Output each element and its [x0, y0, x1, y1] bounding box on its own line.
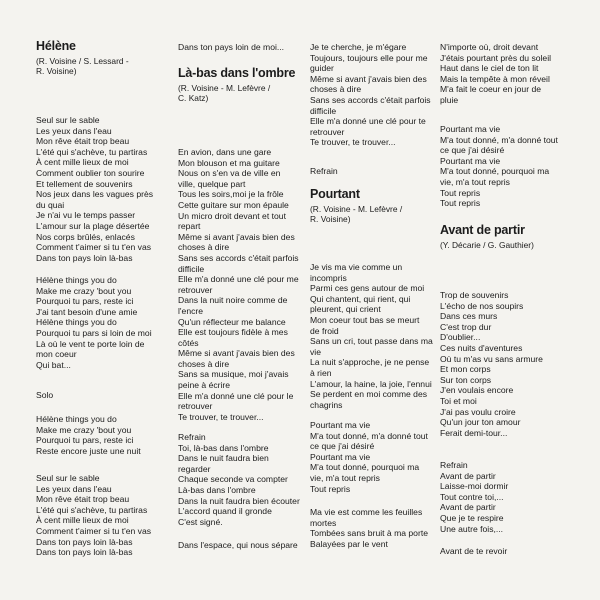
lyric-line: L'amour, la haine, la joie, l'ennui: [310, 378, 432, 389]
lyric-line: M'a tout donné, m'a donné tout: [440, 134, 558, 145]
lyric-line: Un micro droit devant et tout: [178, 210, 286, 221]
lyric-line: Pourtant ma vie: [310, 451, 371, 462]
lyric-line: incompris: [310, 272, 347, 283]
lyric-line: mon coeur: [36, 349, 77, 360]
lyric-line: Seul sur le sable: [36, 473, 100, 483]
lyric-line: En avion, dans une gare: [178, 147, 272, 157]
lyric-line: La nuit s'approche, je ne pense: [310, 357, 430, 368]
lyric-line: R. Voisine): [36, 66, 77, 77]
lyric-line: Toi, là-bas dans l'ombre: [178, 442, 269, 453]
lyric-line: ce que j'ai désiré: [310, 441, 375, 452]
lyric-line: Ma vie est comme les feuilles: [310, 507, 423, 517]
lyric-line: Tombées sans bruit à ma porte: [310, 528, 428, 539]
lyric-line: Nos jeux dans les vagues près: [36, 189, 154, 200]
lyric-line: de froid: [310, 325, 339, 336]
lyric-line: Tout repris: [440, 198, 481, 209]
song-title: Pourtant: [310, 187, 360, 201]
lyric-line: N'importe où, droit devant: [440, 42, 539, 52]
lyric-line: L'été qui s'achève, tu partiras: [36, 146, 148, 157]
lyric-line: Je n'ai vu le temps passer: [36, 210, 136, 221]
lyric-line: Où tu m'as vu sans armure: [440, 353, 543, 364]
lyric-line: Te trouver, te trouver...: [178, 411, 264, 422]
lyric-line: Là où le vent te porte loin de: [36, 338, 145, 349]
lyric-line: L'amour sur la plage désertée: [36, 220, 150, 231]
lyric-line: Dans l'espace, qui nous sépare: [178, 540, 298, 550]
lyric-line: Dans ces murs: [440, 311, 498, 322]
lyric-line: Elle m'a donné une clé pour le: [178, 390, 294, 401]
song-title: Hélène: [36, 39, 76, 53]
lyric-line: côtés: [178, 337, 199, 348]
verse: [310, 507, 445, 549]
chorus: [310, 420, 445, 494]
lyric-line: Dans le nuit faudra bien: [178, 453, 269, 464]
lyric-line: Pourtant ma vie: [310, 420, 371, 430]
lyric-line: mortes: [310, 517, 337, 528]
lyric-line: Mon rêve était trop beau: [36, 494, 130, 505]
lyric-line: À cent mille lieux de moi: [36, 157, 129, 168]
lyric-line: Sans ses accords c'était parfois: [310, 94, 431, 105]
lyric-line: l'encre: [178, 305, 204, 316]
lyric-line: Comment t'aimer si tu t'en vas: [36, 525, 152, 536]
verse: [36, 115, 171, 263]
lyric-line: vie: [310, 346, 321, 357]
lyric-line: à rien: [310, 367, 332, 378]
lyric-line: Hélène things you do: [36, 317, 117, 328]
lyric-line: J'ai pas voulu croire: [440, 406, 516, 417]
lyric-line: Mais la tempête à mon réveil: [440, 73, 550, 84]
lyric-line: Balayées par le vent: [310, 538, 388, 549]
lyric-line: Pourquoi tu pars si loin de moi: [36, 327, 152, 338]
verse: [178, 42, 313, 53]
lyric-line: Dans ton pays loin de moi...: [178, 42, 285, 52]
lyric-line: Comment oublier ton sourire: [36, 167, 145, 178]
song-credits: [36, 56, 171, 77]
lyric-line: Dans ton pays loin là-bas: [36, 536, 133, 547]
lyric-line: D'oublier...: [440, 332, 481, 343]
lyric-line: Les yeux dans l'eau: [36, 483, 112, 494]
verse: [310, 42, 445, 148]
lyric-line: Hélène things you do: [36, 275, 117, 285]
lyric-line: Nous on s'en va de ville en: [178, 168, 281, 179]
lyric-line: chagrins: [310, 399, 343, 410]
lyric-line: Reste encore juste une nuit: [36, 445, 141, 456]
lyric-line: Pourquoi tu pars, reste ici: [36, 296, 134, 307]
lyric-line: R. Voisine): [310, 214, 351, 225]
lyric-line: M'a fait le coeur en jour de: [440, 84, 542, 95]
lyric-line: Même si avant j'avais bien des: [310, 73, 427, 84]
lyric-line: Hélène things you do: [36, 414, 117, 424]
lyric-line: retrouver: [178, 401, 213, 412]
lyric-line: vie, m'a tout repris: [440, 176, 510, 187]
lyric-line: Ces nuits d'aventures: [440, 342, 523, 353]
lyric-line: Là-bas dans l'ombre: [178, 484, 256, 495]
lyric-line: regarder: [178, 463, 211, 474]
lyric-line: Même si avant j'avais bien des: [178, 231, 295, 242]
lyric-line: difficile: [178, 263, 205, 274]
lyric-line: pleurent, qui crient: [310, 304, 381, 315]
lyric-line: retrouver: [178, 284, 213, 295]
lyric-line: Qui chantent, qui rient, qui: [310, 293, 411, 304]
lyric-line: peine à écrire: [178, 380, 231, 391]
refrain: [178, 432, 313, 527]
lyric-line: Sans ses accords c'était parfois: [178, 252, 299, 263]
lyric-line: Mon blouson et ma guitare: [178, 157, 280, 168]
lyric-line: Sur ton corps: [440, 374, 492, 385]
lyric-line: (R. Voisine / S. Lessard -: [36, 56, 129, 66]
lyric-line: Elle m'a donné une clé pour te: [310, 116, 426, 127]
song-header-pourtant: [310, 188, 445, 225]
lyric-line: (R. Voisine - M. Lefèvre /: [178, 83, 271, 93]
lyric-line: M'a tout donné, pourquoi ma: [440, 166, 550, 177]
lyric-line: Même si avant j'avais bien des: [178, 348, 295, 359]
lyric-line: À cent mille lieux de moi: [36, 515, 129, 526]
lyric-line: Sans sa musique, moi j'avais: [178, 369, 289, 380]
verse: [36, 473, 171, 558]
lyric-line: difficile: [310, 105, 337, 116]
song-header-avant-de-partir: [440, 224, 575, 250]
lyric-line: Tout repris: [310, 483, 351, 494]
lyric-line: Tout repris: [440, 187, 481, 198]
lyric-line: vie, m'a tout repris: [310, 472, 380, 483]
lyric-line: Parmi ces gens autour de moi: [310, 283, 425, 294]
lyric-line: Dans la nuit faudra bien écouter: [178, 495, 300, 506]
lyric-line: J'en voulais encore: [440, 385, 514, 396]
lyric-line: du quai: [36, 199, 65, 210]
verse: [440, 290, 575, 438]
lyric-line: Avant de partir: [440, 470, 496, 481]
song-credits: [440, 240, 575, 250]
lyric-line: Qui bat...: [36, 359, 71, 370]
lyric-line: choses à dire: [310, 84, 362, 95]
lyric-line: retrouver: [310, 126, 345, 137]
lyric-line: Pourtant ma vie: [440, 124, 501, 134]
verse: [440, 546, 575, 557]
verse: [310, 262, 445, 410]
refrain: [440, 460, 575, 534]
lyric-line: Refrain: [178, 432, 206, 442]
lyric-line: C'est trop dur: [440, 321, 492, 332]
lyric-line: guider: [310, 63, 334, 74]
solo-label: Solo: [36, 390, 54, 400]
lyric-line: J'étais pourtant près du soleil: [440, 52, 552, 63]
lyric-line: Refrain: [440, 460, 468, 470]
lyric-line: Et tellement de souvenirs: [36, 178, 133, 189]
lyric-line: Elle m'a donné une clé pour me: [178, 274, 299, 285]
lyric-line: Une autre fois,...: [440, 523, 504, 534]
lyric-line: Qu'un réflecteur me balance: [178, 316, 286, 327]
lyric-line: L'accord quand il gronde: [178, 506, 272, 517]
song-credits: [178, 83, 313, 104]
lyric-line: Je vis ma vie comme un: [310, 262, 403, 272]
lyric-line: Tous les soirs,moi je la frôle: [178, 189, 284, 200]
lyric-line: ville, quelque part: [178, 178, 246, 189]
lyric-line: Nos corps brûlés, enlacés: [36, 231, 135, 242]
lyric-line: choses à dire: [178, 358, 230, 369]
lyric-line: Avant de partir: [440, 502, 496, 513]
lyric-line: Make me crazy 'bout you: [36, 285, 132, 296]
song-header-helene: [36, 40, 171, 77]
verse: [440, 42, 575, 106]
lyric-line: Qu'un jour ton amour: [440, 417, 521, 428]
lyric-line: Mon coeur tout bas se meurt: [310, 314, 420, 325]
verse: [178, 540, 313, 551]
lyric-line: Dans ton pays loin là-bas: [36, 252, 133, 263]
lyric-line: M'a tout donné, m'a donné tout: [310, 430, 428, 441]
lyric-line: (Y. Décarie / G. Gauthier): [440, 240, 534, 250]
lyric-line: L'écho de nos soupirs: [440, 300, 524, 311]
lyric-line: Pourtant ma vie: [440, 155, 501, 166]
lyric-line: Ferait demi-tour...: [440, 427, 508, 438]
lyric-line: Comment t'aimer si tu t'en vas: [36, 242, 152, 253]
lyric-line: Chaque seconde va compter: [178, 474, 288, 485]
lyric-line: Cette guitare sur mon épaule: [178, 199, 289, 210]
lyric-line: ce que j'ai désiré: [440, 145, 505, 156]
lyric-line: Te trouver, te trouver...: [310, 137, 396, 148]
lyric-line: Make me crazy 'bout you: [36, 424, 132, 435]
lyric-line: M'a tout donné, pourquoi ma: [310, 462, 420, 473]
lyric-line: Seul sur le sable: [36, 115, 100, 125]
lyric-line: C'est signé.: [178, 516, 223, 527]
song-title: Là-bas dans l'ombre: [178, 66, 296, 80]
lyric-line: Toujours, toujours elle pour me: [310, 52, 428, 63]
chorus: [36, 414, 171, 456]
lyric-line: Se perdent en moi comme des: [310, 389, 428, 400]
lyric-line: Pourquoi tu pars, reste ici: [36, 435, 134, 446]
lyric-line: choses à dire: [178, 242, 230, 253]
lyric-line: Les yeux dans l'eau: [36, 125, 112, 136]
lyric-line: Haut dans le ciel de ton lit: [440, 63, 539, 74]
song-header-la-bas: [178, 67, 313, 104]
lyric-line: Dans ton pays loin là-bas: [36, 547, 133, 558]
lyric-line: Trop de souvenirs: [440, 290, 509, 300]
lyric-line: J'ai tant besoin d'une amie: [36, 306, 138, 317]
lyric-line: Elle est toujours fidèle à mes: [178, 327, 288, 338]
lyric-line: Toi et moi: [440, 395, 477, 406]
lyric-line: Tout contre toi,...: [440, 491, 504, 502]
lyric-line: Je te cherche, je m'égare: [310, 42, 407, 52]
song-title: Avant de partir: [440, 223, 525, 237]
lyric-line: Sans un cri, tout passe dans ma: [310, 336, 433, 347]
lyric-line: Avant de te revoir: [440, 546, 508, 556]
lyric-line: pluie: [440, 94, 459, 105]
lyric-line: Laisse-moi dormir: [440, 481, 509, 492]
song-credits: [310, 204, 445, 225]
lyric-line: (R. Voisine - M. Lefèvre /: [310, 204, 403, 214]
lyric-line: L'été qui s'achève, tu partiras: [36, 504, 148, 515]
lyric-line: Mon rêve était trop beau: [36, 136, 130, 147]
lyric-line: Que je te respire: [440, 512, 504, 523]
lyric-line: Et mon corps: [440, 364, 491, 375]
chorus: [36, 275, 171, 370]
refrain-label: Refrain: [310, 166, 338, 176]
verse: [178, 147, 313, 422]
lyric-line: Dans la nuit noire comme de: [178, 295, 288, 306]
chorus: [440, 124, 575, 209]
lyric-line: repart: [178, 221, 201, 232]
lyric-line: C. Katz): [178, 93, 209, 104]
